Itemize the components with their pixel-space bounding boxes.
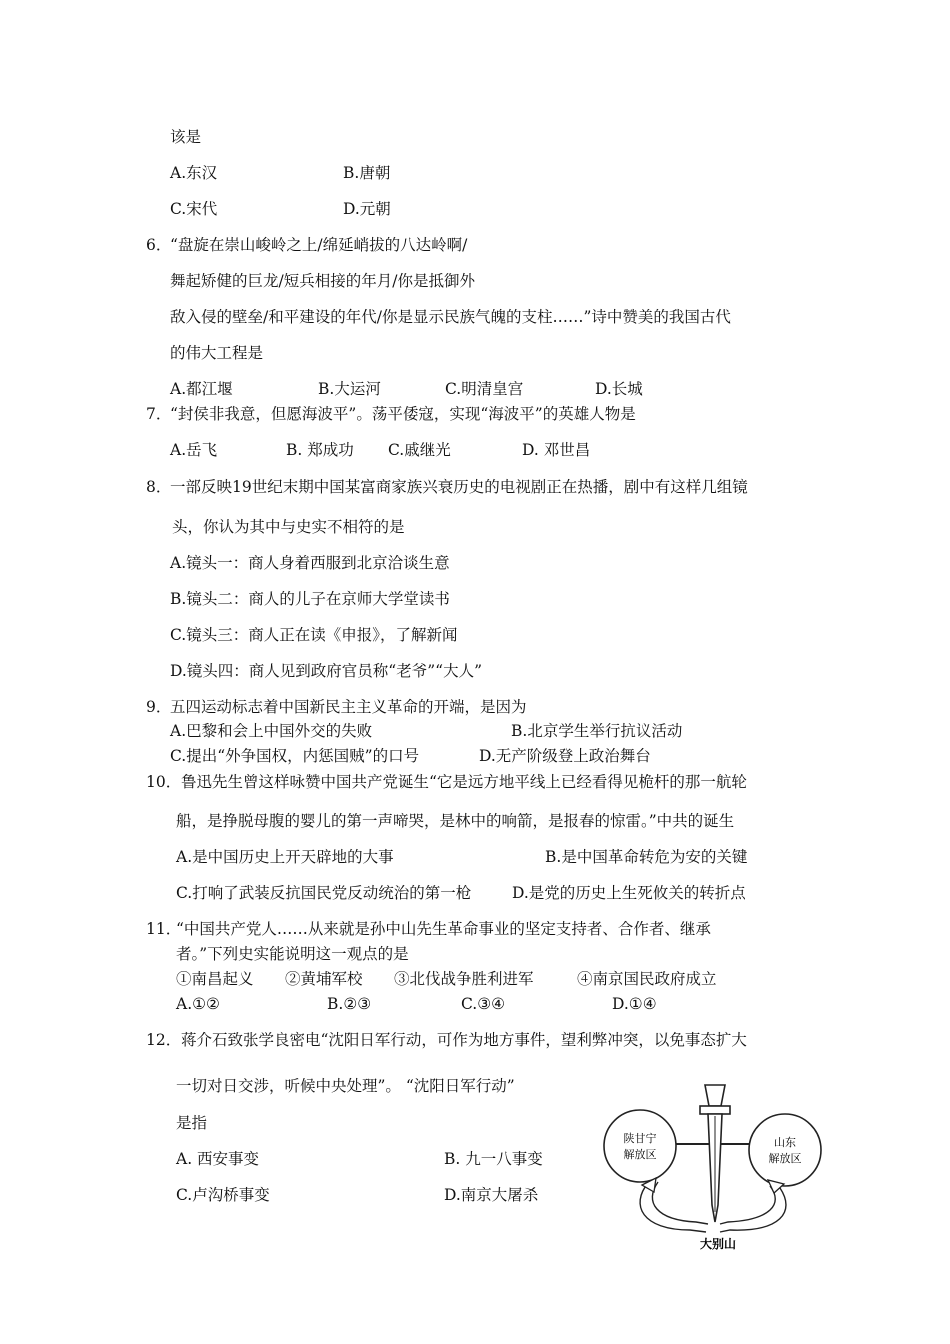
q5-option-d: D.元朝 [343,200,391,218]
q12-stem-line2: 一切对日交涉，听候中央处理”。 “沈阳日军行动” [176,1077,515,1095]
q11-option-c: C.③④ [461,995,506,1013]
q12-stem-line1: 蒋介石致张学良密电“沈阳日军行动，可作为地方事件，望利弊冲突，以免事态扩大 [181,1031,747,1049]
q5-option-a: A.东汉 [170,164,218,182]
sword-hilt-icon [705,1085,725,1106]
q10-option-c: C.打响了武装反抗国民党反动统治的第一枪 [176,884,472,902]
q6-stem-line1: “盘旋在崇山峻岭之上/绵延峭拔的八达岭啊/ [170,236,468,254]
right-arrow-inner-path [720,1186,775,1224]
q11-option-b: B.②③ [327,995,372,1013]
q7-option-c: C.戚继光 [388,441,451,459]
q6-number: 6． [146,236,172,254]
q8-option-d: D.镜头四：商人见到政府官员称“老爷”“大人” [170,662,482,680]
q8-option-c: C.镜头三：商人正在读《申报》，了解新闻 [170,626,458,644]
q8-stem-line2: 头，你认为其中与史实不相符的是 [172,518,405,536]
q9-stem: 五四运动标志着中国新民主主义革命的开端，是因为 [170,698,527,716]
q11-stem-line2: 者。”下列史实能说明这一观点的是 [176,945,409,963]
q7-number: 7． [146,405,172,423]
q12-option-b: B. 九一八事变 [444,1150,543,1168]
dabie-mountain-diagram [600,1080,830,1250]
q11-number: 11． [146,920,182,938]
q7-option-b: B. 郑成功 [286,441,354,459]
q9-option-d: D.无产阶级登上政治舞台 [479,747,651,765]
q6-option-d: D.长城 [595,380,643,398]
q10-number: 10． [146,773,182,791]
q5-stem-cont: 该是 [170,128,202,146]
q9-option-b: B.北京学生举行抗议活动 [511,722,683,740]
q7-stem: “封侯非我意，但愿海波平”。荡平倭寇，实现“海波平”的英雄人物是 [170,405,636,423]
q10-option-d: D.是党的历史上生死攸关的转折点 [512,884,746,902]
right-region-label-2: 解放区 [768,1152,802,1165]
q11-option-a: A.①② [176,995,220,1013]
q9-option-c: C.提出“外争国权，内惩国贼”的口号 [170,747,420,765]
q11-statement-1: ①南昌起义 [176,970,254,988]
q9-number: 9． [146,698,172,716]
q12-option-a: A. 西安事变 [176,1150,260,1168]
q12-option-d: D.南京大屠杀 [444,1186,539,1204]
q6-option-a: A.都江堰 [170,380,233,398]
q5-option-c: C.宋代 [170,200,218,218]
q11-option-d: D.①④ [612,995,657,1013]
right-region-label-1: 山东 [774,1136,796,1149]
left-region-label-1: 陕甘宁 [623,1132,657,1145]
q6-stem-line4: 的伟大工程是 [170,344,264,362]
right-region-circle [749,1114,821,1186]
right-arrow-path [720,1188,786,1232]
dabie-label: 大别山 [699,1237,737,1250]
left-region-circle [604,1110,676,1182]
q10-option-a: A.是中国历史上开天辟地的大事 [176,848,394,866]
q7-option-a: A.岳飞 [170,441,218,459]
q6-option-b: B.大运河 [318,380,381,398]
left-arrow-inner-path [652,1182,708,1224]
q10-stem-line2: 船，是挣脱母腹的婴儿的第一声啼哭，是林中的响箭，是报春的惊雷。”中共的诞生 [176,812,735,830]
q7-option-d: D. 邓世昌 [522,441,591,459]
q9-option-a: A.巴黎和会上中国外交的失败 [170,722,373,740]
q11-stem-line1: “中国共产党人……从来就是孙中山先生革命事业的坚定支持者、合作者、继承 [176,920,711,938]
left-region-label-2: 解放区 [623,1148,657,1161]
q11-statement-2: ②黄埔军校 [285,970,363,988]
q8-option-b: B.镜头二：商人的儿子在京师大学堂读书 [170,590,450,608]
q12-option-c: C.卢沟桥事变 [176,1186,270,1204]
q12-stem-line3: 是指 [176,1114,208,1132]
q10-stem-line1: 鲁迅先生曾这样咏赞中国共产党诞生“它是远方地平线上已经看得见桅杆的那一航轮 [181,773,747,791]
q11-statement-3: ③北伐战争胜利进军 [394,970,534,988]
q6-stem-line3: 敌入侵的壁垒/和平建设的年代/你是显示民族气魄的支柱……”诗中赞美的我国古代 [170,308,731,326]
q6-option-c: C.明清皇宫 [445,380,524,398]
q6-stem-line2: 舞起矫健的巨龙/短兵相接的年月/你是抵御外 [170,272,475,290]
q8-stem-line1: 一部反映19世纪末期中国某富商家族兴衰历史的电视剧正在热播，剧中有这样几组镜 [170,478,748,496]
q5-option-b: B.唐朝 [343,164,391,182]
sword-guard-icon [700,1106,730,1114]
q8-number: 8． [146,478,172,496]
q8-option-a: A.镜头一：商人身着西服到北京洽谈生意 [170,554,450,572]
q11-statement-4: ④南京国民政府成立 [577,970,717,988]
q10-option-b: B.是中国革命转危为安的关键 [545,848,748,866]
q12-number: 12． [146,1031,182,1049]
